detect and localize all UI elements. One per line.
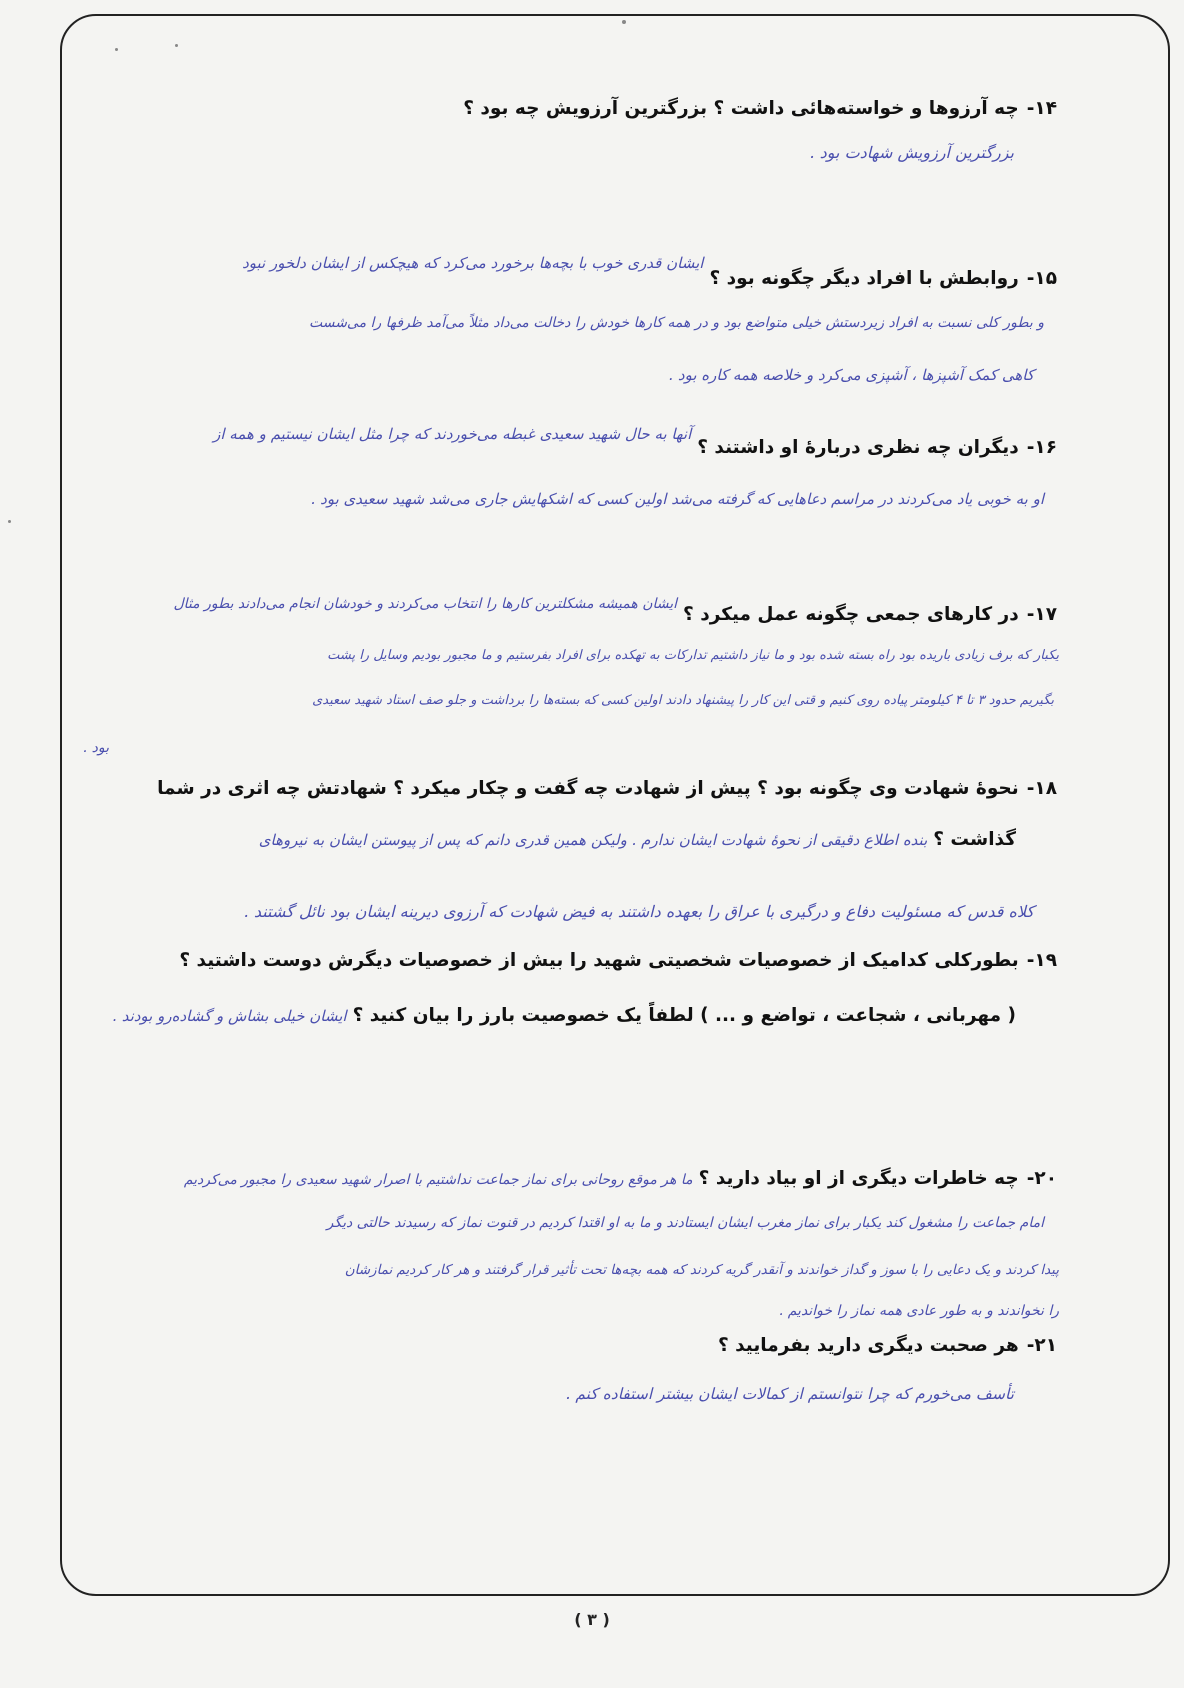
question-text: در کارهای جمعی چگونه عمل میکرد ؟ [683,604,1019,625]
answer-17-line: بگیریم حدود ۳ تا ۴ کیلومتر پیاده روی کنیم و قتی این کار را پیشنهاد دادند اولین کسی که بسته‌ها را برداشت و جلو صف استاد شهید سعیدی [312,693,1054,708]
question-number: ۱۸- [1026,778,1057,799]
answer-14-line: بزرگترین آرزویش شهادت بود . [809,143,1014,162]
question-text: چه آرزوها و خواسته‌هائی داشت ؟ بزرگترین آرزویش چه بود ؟ [463,98,1019,119]
question-text: بطورکلی کدامیک از خصوصیات شخصیتی شهید را بیش از خصوصیات دیگرش دوست داشتید ؟ [179,950,1019,971]
answer-17-line: بود . [82,740,109,756]
answer-18-line: کلاه قدس که مسئولیت دفاع و درگیری با عراق را بعهده داشتند به فیض شهادت که آرزوی دیرینه ایشان بود نائل گشتند . [243,902,1034,921]
question-number: ۱۵- [1026,268,1057,289]
answer-20-inline: ما هر موقع روحانی برای نماز جماعت نداشتیم با اصرار شهید سعیدی را مجبور می‌کردیم [183,1172,693,1188]
question-text: چه خاطرات دیگری از او بیاد دارید ؟ [698,1168,1019,1189]
page-border [60,14,1170,1596]
answer-18-inline: بنده اطلاع دقیقی از نحوهٔ شهادت ایشان ندارم . ولیکن همین قدری دانم که پس از پیوستن ایشان به نیروهای [258,831,928,849]
question-number: ۱۹- [1026,950,1057,971]
answer-17-line: یکبار که برف زیادی باریده بود راه بسته شده بود و ما نیاز داشتیم تدارکات به تهکده برای افراد بفرستیم و ما مجبور بودیم وسایل را پشت [327,648,1059,663]
speck [8,520,11,523]
question-number: ۱۴- [1026,98,1057,119]
answer-16-line: او به خوبی یاد می‌کردند در مراسم دعاهایی که گرفته می‌شد اولین کسی که اشکهایش جاری می‌شد شهید سعیدی بود . [310,490,1044,508]
answer-21-line: تأسف می‌خورم که چرا نتوانستم از کمالات ایشان بیشتر استفاده کنم . [565,1385,1014,1403]
answer-19-inline: ایشان خیلی بشاش و گشاده‌رو بودند . [112,1007,347,1025]
question-text: ( مهربانی ، شجاعت ، تواضع و ... ) لطفاً یک خصوصیت بارز را بیان کنید ؟ [352,1005,1016,1026]
speck [175,44,178,47]
question-20 [184,1168,1057,1189]
question-text: نحوهٔ شهادت وی چگونه بود ؟ پیش از شهادت چه گفت و چکار میکرد ؟ شهادتش چه اثری در شما [157,778,1019,799]
question-number: ۲۰- [1026,1168,1057,1189]
speck [115,48,118,51]
answer-20-line: پیدا کردند و یک دعایی را با سوز و گداز خواندند و آنقدر گریه کردند که همه بچه‌ها تحت تأثیر قرار گرفتند و هر کار کردیم نمازشان [344,1262,1059,1278]
answer-15-inline: ایشان قدری خوب با بچه‌ها برخورد می‌کرد که هیچکس از ایشان دلخور نبود [242,254,704,272]
question-number: ۱۶- [1026,437,1057,458]
answer-15-line: کاهی کمک آشپزها ، آشپزی می‌کرد و خلاصه همه کاره بود . [668,366,1034,384]
question-21 [718,1335,1057,1356]
question-15 [242,254,1057,289]
question-16 [213,425,1057,458]
page-number: ( ۳ ) [574,1610,610,1629]
question-19 [179,950,1057,971]
question-text: دیگران چه نظری دربارهٔ او داشتند ؟ [697,437,1019,458]
answer-17-inline: ایشان همیشه مشکلترین کارها را انتخاب می‌کردند و خودشان انجام می‌دادند بطور مثال [173,596,678,612]
question-text: گذاشت ؟ [933,829,1016,850]
question-number: ۲۱- [1026,1335,1057,1356]
answer-15-line: و بطور کلی نسبت به افراد زیردستش خیلی متواضع بود و در همه کارها خودش را دخالت می‌داد مثلاً می‌آمد ظرفها را می‌شست [308,315,1044,331]
question-17 [173,596,1058,625]
question-number: ۱۷- [1026,604,1057,625]
speck [622,20,626,24]
answer-20-line: امام جماعت را مشغول کند یکبار برای نماز مغرب ایشان ایستادند و ما به او اقتدا کردیم در قنوت نماز که رسیدند حالتی دیگر [326,1215,1044,1231]
question-text: روابطش با افراد دیگر چگونه بود ؟ [709,268,1019,289]
question-14 [463,98,1057,119]
answer-16-inline: آنها به حال شهید سعیدی غبطه می‌خوردند که چرا مثل ایشان نیستیم و همه از [213,425,692,443]
answer-20-line: را نخواندند و به طور عادی همه نماز را خواندیم . [778,1303,1059,1319]
question-18 [157,778,1057,799]
question-18-cont [259,829,1016,850]
question-text: هر صحبت دیگری دارید بفرمایید ؟ [717,1335,1019,1356]
question-19-cont [112,1005,1016,1026]
